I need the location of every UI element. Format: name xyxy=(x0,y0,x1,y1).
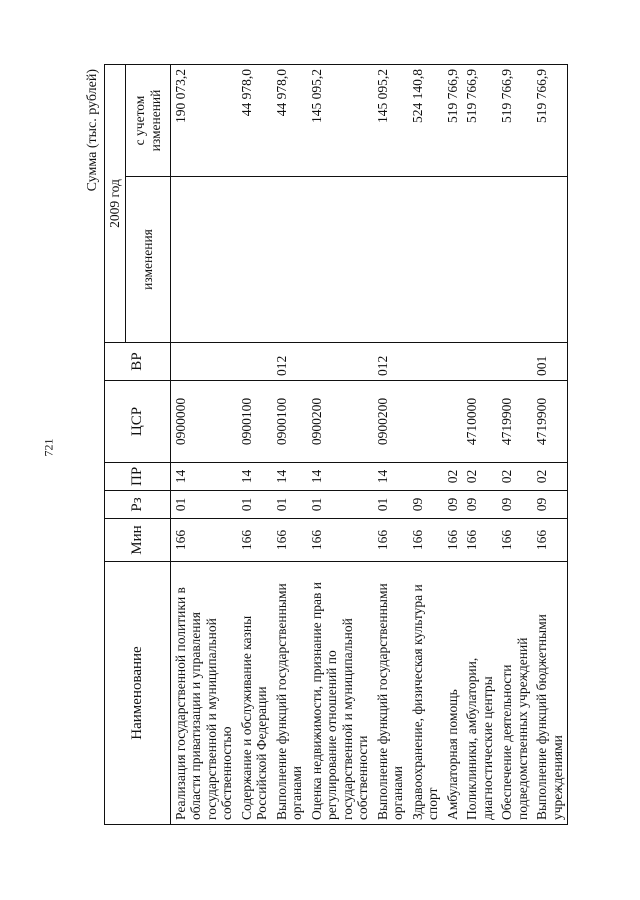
row-changes xyxy=(307,177,373,343)
row-changes xyxy=(532,177,568,343)
row-total: 524 140,8 xyxy=(408,65,443,177)
row-min: 166 xyxy=(408,519,443,562)
row-rz: 01 xyxy=(307,491,373,519)
header-name: Наименование xyxy=(105,562,171,825)
row-pr: 14 xyxy=(237,463,272,491)
header-csr: ЦСР xyxy=(105,381,171,463)
row-total: 44 978,0 xyxy=(272,65,307,177)
row-min: 166 xyxy=(170,519,237,562)
table-row xyxy=(408,65,443,825)
row-changes xyxy=(497,177,532,343)
row-vr xyxy=(307,343,373,381)
row-csr: 4719900 xyxy=(497,381,532,463)
table-row xyxy=(272,65,307,825)
row-pr xyxy=(408,463,443,491)
row-changes xyxy=(443,177,463,343)
row-rz: 01 xyxy=(373,491,408,519)
row-changes xyxy=(272,177,307,343)
row-min: 166 xyxy=(497,519,532,562)
row-csr: 4719900 xyxy=(532,381,568,463)
row-changes xyxy=(170,177,237,343)
row-csr: 4710000 xyxy=(462,381,497,463)
table-row xyxy=(497,65,532,825)
row-min: 166 xyxy=(462,519,497,562)
row-csr xyxy=(443,381,463,463)
table-row xyxy=(373,65,408,825)
row-vr: 001 xyxy=(532,343,568,381)
row-pr: 14 xyxy=(307,463,373,491)
row-min: 166 xyxy=(237,519,272,562)
row-vr xyxy=(170,343,237,381)
table-row xyxy=(462,65,497,825)
header-rz: Рз xyxy=(105,491,171,519)
budget-table xyxy=(104,64,568,825)
table-row xyxy=(237,65,272,825)
row-rz: 09 xyxy=(497,491,532,519)
row-name: Выполнение функций государственными органами xyxy=(373,562,408,825)
row-vr xyxy=(462,343,497,381)
row-total: 190 073,2 xyxy=(170,65,237,177)
row-changes xyxy=(408,177,443,343)
row-name: Реализация государственной политики в области приватизации и управления государственной и муниципальной собственностью xyxy=(170,562,237,825)
row-csr: 0900200 xyxy=(373,381,408,463)
row-pr: 14 xyxy=(272,463,307,491)
header-min: Мин xyxy=(105,519,171,562)
row-csr: 0900000 xyxy=(170,381,237,463)
row-name: Оценка недвижимости, признание прав и регулирование отношений по государственной и муниципальной собственности xyxy=(307,562,373,825)
row-name: Здравоохранение, физическая культура и спорт xyxy=(408,562,443,825)
row-vr xyxy=(237,343,272,381)
row-total: 519 766,9 xyxy=(532,65,568,177)
header-row-top xyxy=(105,65,126,825)
row-vr: 012 xyxy=(272,343,307,381)
row-rz: 09 xyxy=(462,491,497,519)
row-total: 145 095,2 xyxy=(373,65,408,177)
row-csr: 0900200 xyxy=(307,381,373,463)
row-total: 145 095,2 xyxy=(307,65,373,177)
header-with-changes: с учетом изменений xyxy=(125,65,170,177)
row-pr: 14 xyxy=(373,463,408,491)
table-row xyxy=(170,65,237,825)
row-min: 166 xyxy=(373,519,408,562)
row-vr xyxy=(497,343,532,381)
row-name: Выполнение функций бюджетными учреждениями xyxy=(532,562,568,825)
header-vr: ВР xyxy=(105,343,171,381)
row-total: 519 766,9 xyxy=(462,65,497,177)
row-min: 166 xyxy=(272,519,307,562)
row-vr xyxy=(408,343,443,381)
row-csr xyxy=(408,381,443,463)
row-min: 166 xyxy=(443,519,463,562)
row-name: Обеспечение деятельности подведомственных учреждений xyxy=(497,562,532,825)
row-changes xyxy=(373,177,408,343)
row-vr: 012 xyxy=(373,343,408,381)
table-row xyxy=(532,65,568,825)
header-changes: изменения xyxy=(125,177,170,343)
row-min: 166 xyxy=(307,519,373,562)
row-vr xyxy=(443,343,463,381)
table-row xyxy=(307,65,373,825)
header-pr: ПР xyxy=(105,463,171,491)
row-csr: 0900100 xyxy=(237,381,272,463)
sum-caption: Сумма (тыс. рублей) xyxy=(85,69,100,192)
row-rz: 01 xyxy=(237,491,272,519)
row-rz: 09 xyxy=(532,491,568,519)
row-rz: 09 xyxy=(408,491,443,519)
row-pr: 02 xyxy=(462,463,497,491)
row-rz: 09 xyxy=(443,491,463,519)
row-pr: 02 xyxy=(443,463,463,491)
row-changes xyxy=(462,177,497,343)
row-name: Выполнение функций государственными органами xyxy=(272,562,307,825)
row-pr: 02 xyxy=(497,463,532,491)
row-pr: 14 xyxy=(170,463,237,491)
row-name: Амбулаторная помощь xyxy=(443,562,463,825)
row-csr: 0900100 xyxy=(272,381,307,463)
row-rz: 01 xyxy=(170,491,237,519)
row-pr: 02 xyxy=(532,463,568,491)
row-total: 519 766,9 xyxy=(443,65,463,177)
row-total: 519 766,9 xyxy=(497,65,532,177)
row-changes xyxy=(237,177,272,343)
row-name: Поликлиники, амбулатории, диагностические центры xyxy=(462,562,497,825)
row-rz: 01 xyxy=(272,491,307,519)
page-number: 721 xyxy=(41,438,56,457)
budget-table-page xyxy=(85,65,565,825)
row-name: Содержание и обслуживание казны Российской Федерации xyxy=(237,562,272,825)
row-min: 166 xyxy=(532,519,568,562)
table-row xyxy=(443,65,463,825)
header-year: 2009 год xyxy=(105,65,126,343)
row-total: 44 978,0 xyxy=(237,65,272,177)
